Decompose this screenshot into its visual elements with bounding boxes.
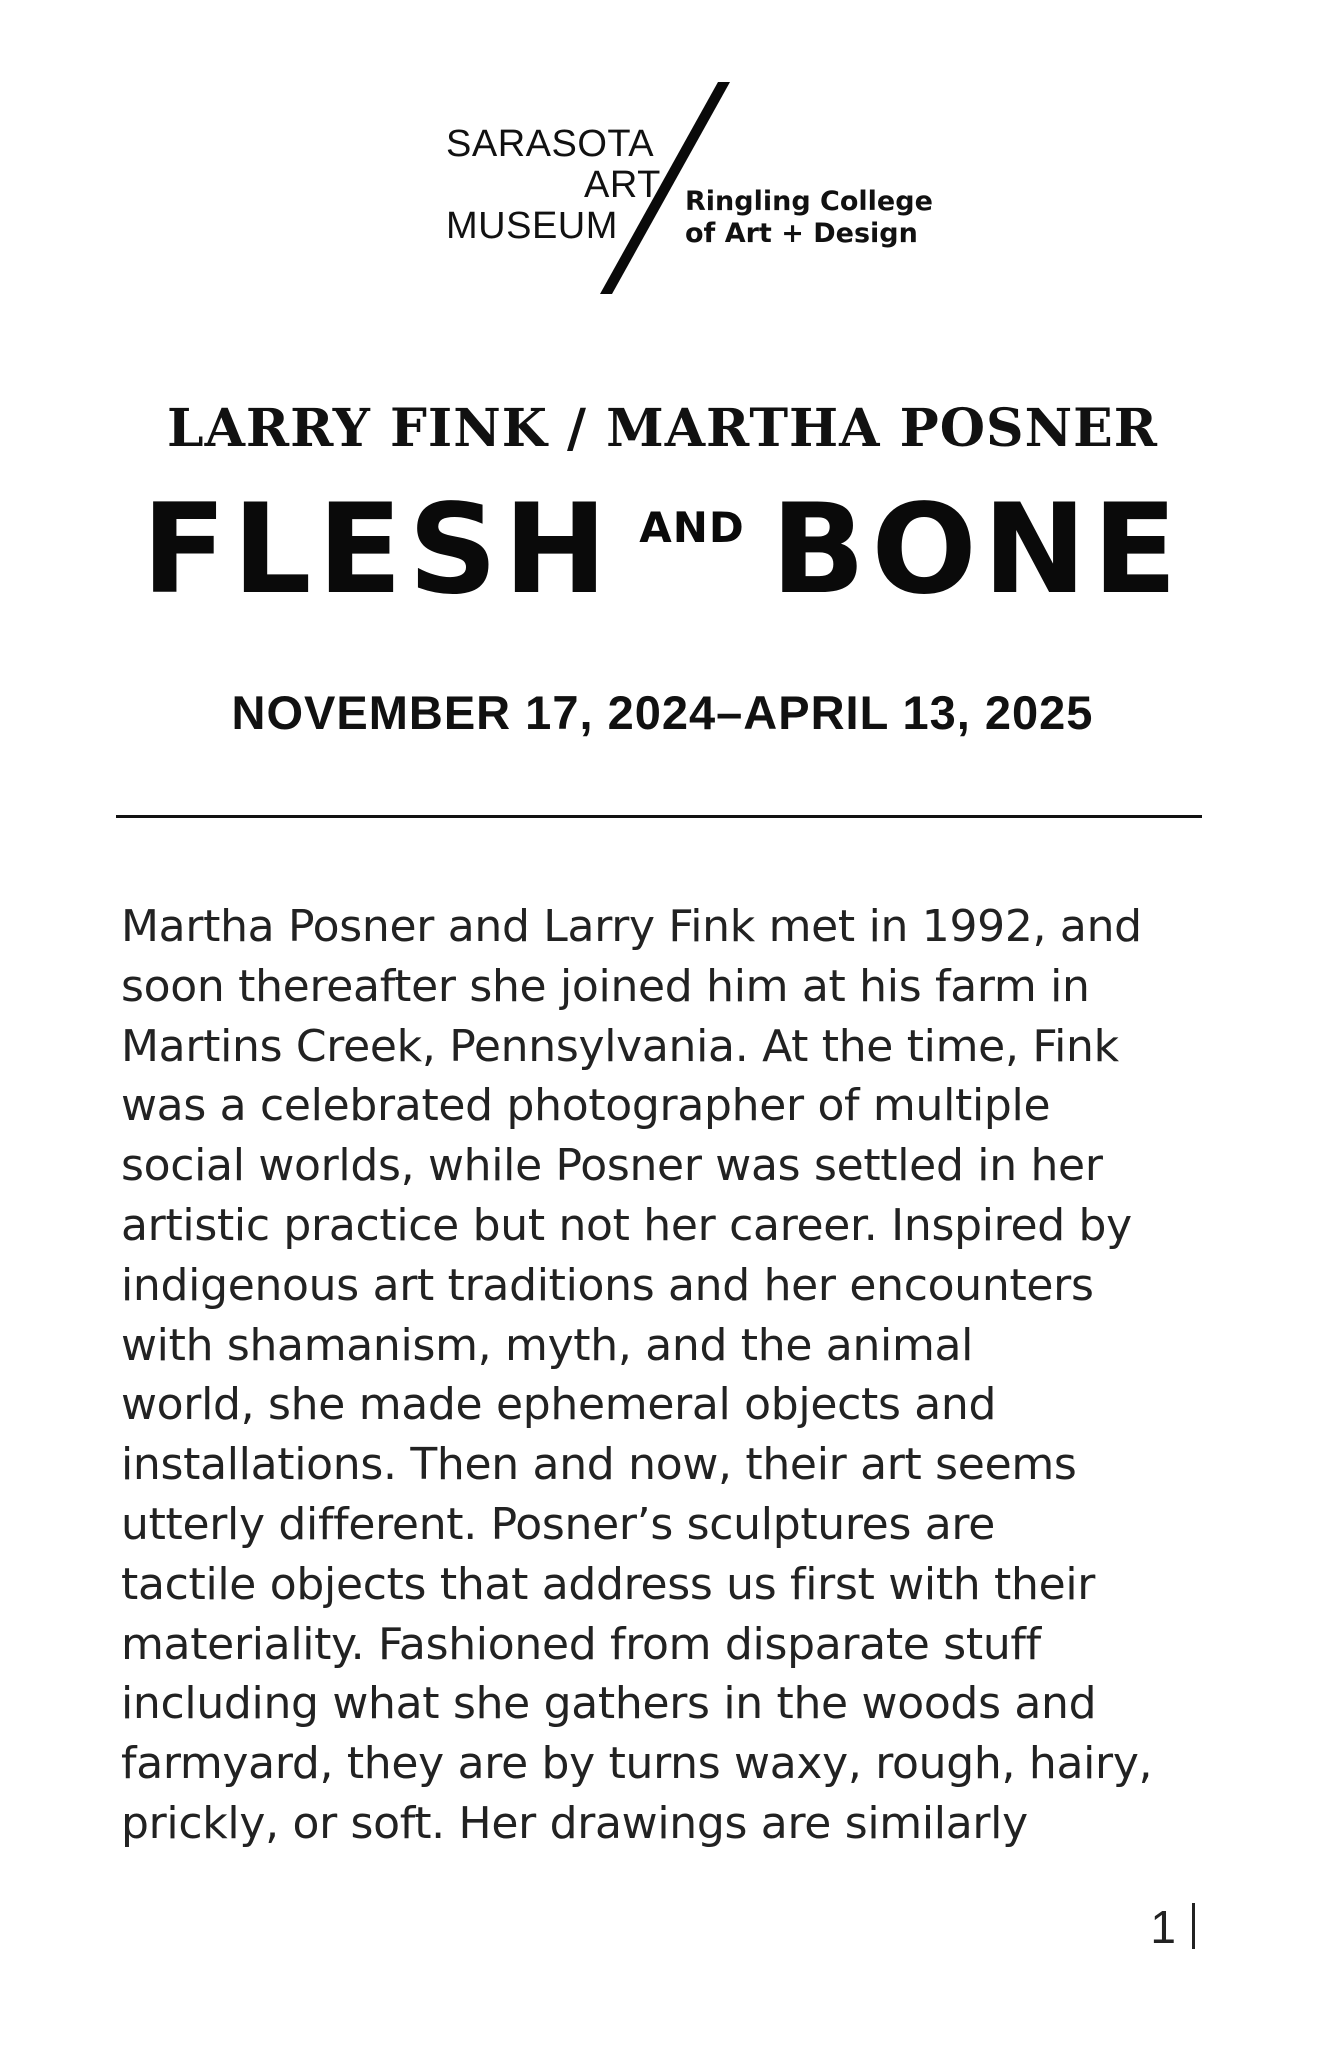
body-line: installations. Then and now, their art seems (121, 1439, 1077, 1491)
divider-rule (116, 815, 1202, 818)
body-line: farmyard, they are by turns waxy, rough, hairy, (121, 1738, 1153, 1790)
page-number-value: 1 (1150, 1901, 1176, 1953)
body-paragraph (121, 897, 1221, 1854)
page-number-bar (1192, 1903, 1195, 1949)
body-line: social worlds, while Posner was settled in her (121, 1140, 1103, 1192)
artists-heading: LARRY FINK / MARTHA POSNER (167, 398, 1158, 459)
logo-line-art: ART (584, 164, 661, 206)
logo-museum-name (446, 124, 661, 247)
body-line: world, she made ephemeral objects and (121, 1379, 997, 1431)
title-word-bone: BONE (770, 478, 1184, 622)
body-line: prickly, or soft. Her drawings are similarly (121, 1797, 1028, 1849)
logo-line-ringling-college: Ringling College (685, 186, 933, 217)
museum-logo (440, 80, 933, 300)
logo-line-sarasota: SARASOTA (446, 123, 655, 165)
body-line: was a celebrated photographer of multiple (121, 1080, 1051, 1132)
logo-line-art-design: of Art + Design (685, 218, 918, 249)
page-number (1150, 1900, 1195, 1954)
body-line: tactile objects that address us first with their (121, 1558, 1096, 1610)
exhibition-dates: NOVEMBER 17, 2024–APRIL 13, 2025 (231, 686, 1094, 739)
body-line: Martha Posner and Larry Fink met in 1992, and (121, 901, 1142, 952)
body-line: soon thereafter she joined him at his farm in (121, 960, 1090, 1012)
logo-line-museum: MUSEUM (446, 205, 618, 247)
logo-college-name (685, 186, 933, 250)
body-line: Martins Creek, Pennsylvania. At the time, Fink (121, 1020, 1119, 1072)
body-line: materiality. Fashioned from disparate stuff (121, 1618, 1041, 1670)
body-line: indigenous art traditions and her encounters (121, 1259, 1094, 1311)
title-word-flesh: FLESH (141, 478, 614, 622)
title-connector-and: AND (639, 502, 745, 552)
body-line: with shamanism, myth, and the animal (121, 1319, 974, 1371)
body-line: including what she gathers in the woods and (121, 1678, 1097, 1730)
body-line: utterly different. Posner’s sculptures are (121, 1498, 996, 1550)
exhibition-title (0, 478, 1325, 622)
body-line: artistic practice but not her career. Inspired by (121, 1199, 1132, 1251)
